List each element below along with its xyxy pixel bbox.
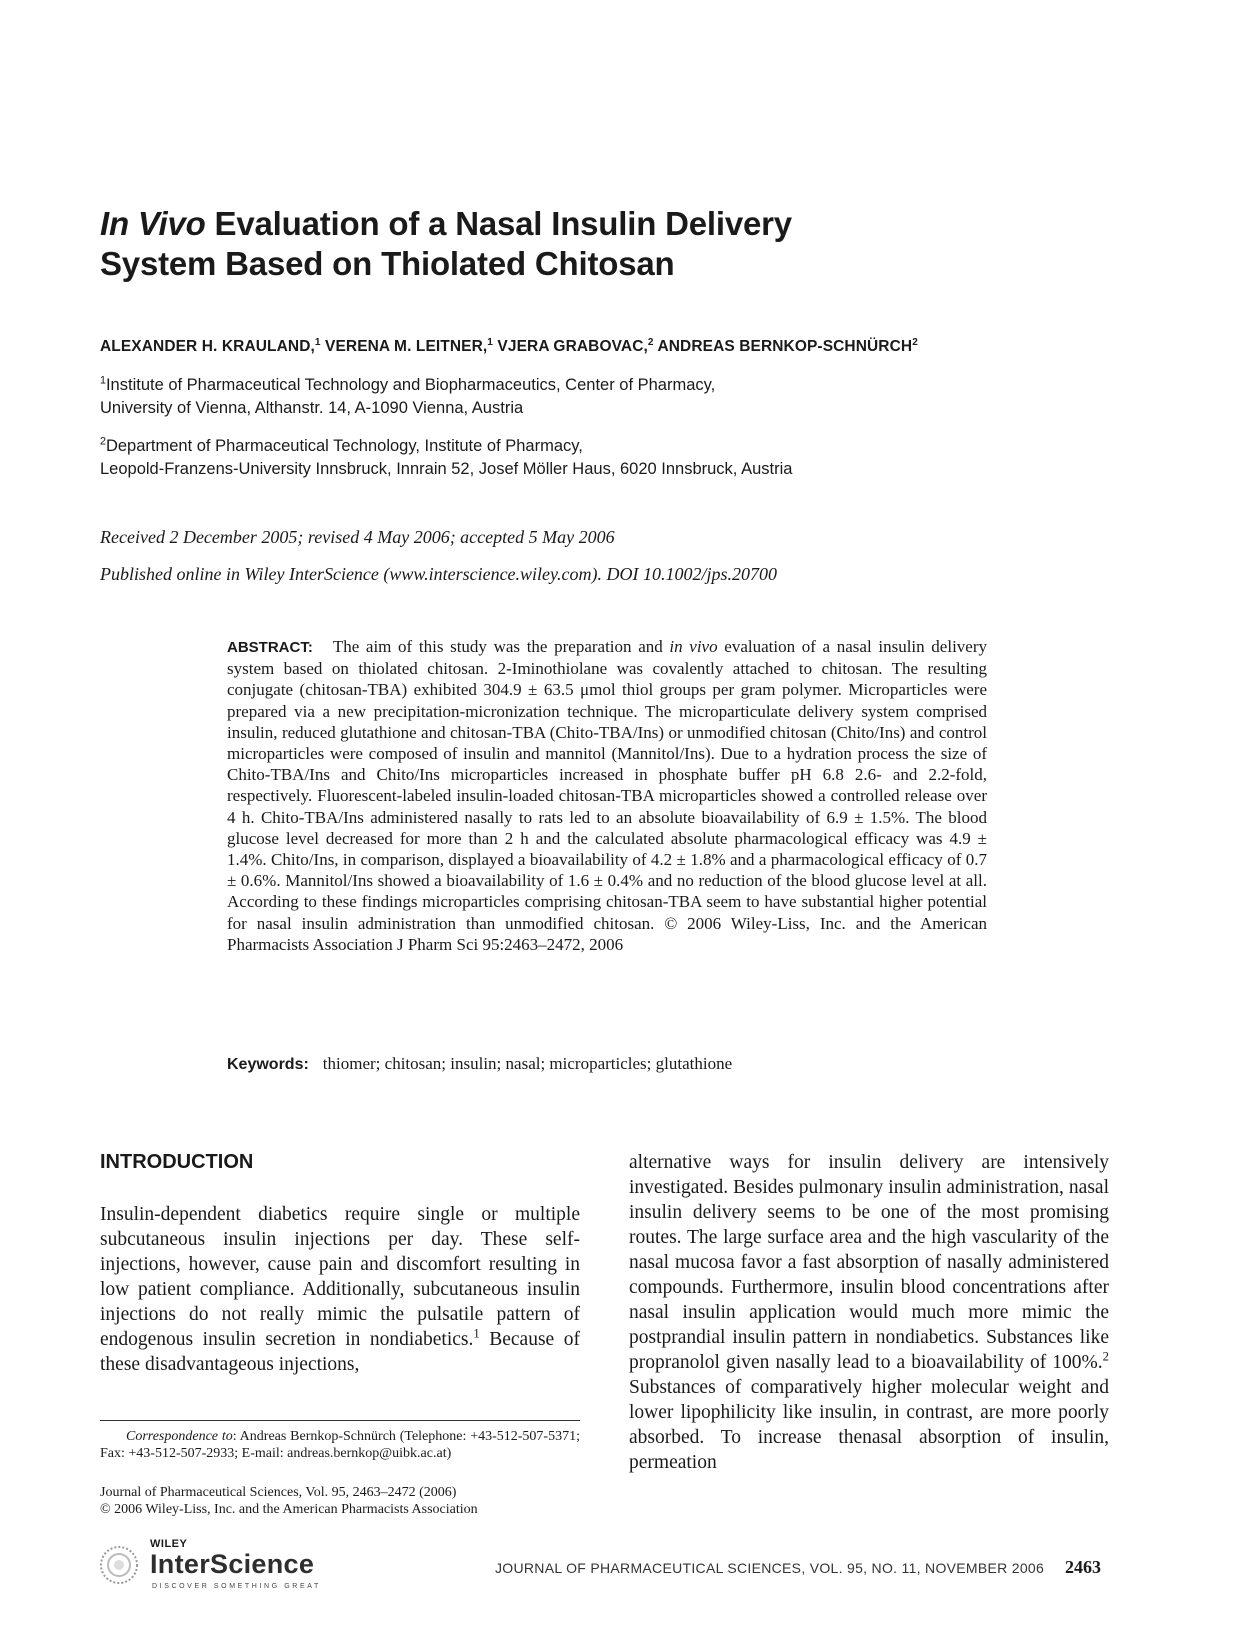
title-line2: System Based on Thiolated Chitosan — [100, 245, 675, 282]
section-heading: INTRODUCTION — [100, 1151, 254, 1173]
affiliation-2 — [100, 435, 1000, 481]
logo-tagline: DISCOVER SOMETHING GREAT — [152, 1583, 321, 1590]
correspondence-label: Correspondence to — [126, 1429, 233, 1444]
author-name: VERENA M. LEITNER, — [325, 338, 488, 355]
affiliation-1 — [100, 374, 1000, 420]
reference-mark: 1 — [473, 1326, 480, 1341]
author-affiliation-mark: 1 — [487, 336, 493, 348]
correspondence-note — [100, 1428, 580, 1462]
page-number: 2463 — [1065, 1557, 1101, 1577]
title-italic: In Vivo — [100, 205, 206, 242]
journal-citation: Journal of Pharmaceutical Sciences, Vol. 95, 2463–2472 (2006) — [100, 1485, 457, 1500]
intro-left-column — [100, 1202, 580, 1377]
author-affiliation-mark: 1 — [314, 336, 321, 348]
affiliation-line: Leopold-Franzens-University Innsbruck, Innrain 52, Josef Möller Haus, 6020 Innsbruck, Austria — [100, 460, 793, 478]
logo-interscience: InterScience — [150, 1549, 315, 1579]
abstract-italic: in vivo — [669, 637, 718, 656]
footnote-divider — [100, 1420, 580, 1421]
affiliation-line: Department of Pharmaceutical Technology, Institute of Pharmacy, — [105, 437, 583, 455]
intro-paragraph: Because of these disadvantageous injections, — [100, 1329, 580, 1375]
author-list — [100, 338, 1150, 356]
affiliation-line: University of Vienna, Althanstr. 14, A-1090 Vienna, Austria — [100, 399, 524, 417]
intro-paragraph: Substances of comparatively higher molecular weight and lower lipophilicity like insulin, in contrast, are more poorly absorbed. To increase thenasal absorption of insulin, permeation — [629, 1377, 1109, 1473]
affiliation-line: Institute of Pharmaceutical Technology and Biopharmaceutics, Center of Pharmacy, — [105, 376, 716, 394]
running-footer: JOURNAL OF PHARMACEUTICAL SCIENCES, VOL. 95, NO. 11, NOVEMBER 2006 — [495, 1560, 1045, 1576]
abstract-text: evaluation of a nasal insulin delivery system based on thiolated chitosan. 2-Iminothiolane was covalently attached to chitosan. The resulting conjugate (chitosan-TBA) exhibited 304.9 ± 63.5 μmol thiol groups per gram polymer. Microparticles were prepared via a new precipitation-micronization technique. The microparticulate delivery system comprised insulin, reduced glutathione and chitosan-TBA (Chito-TBA/Ins) or unmodified chitosan (Chito/Ins) and control microparticles were composed of insulin and mannitol (Mannitol/Ins). Due to a hydration process the size of Chito-TBA/Ins and Chito/Ins microparticles increased in phosphate buffer pH 6.8 2.6- and 2.2-fold, respectively. Fluorescent-labeled insulin-loaded chitosan-TBA microparticles showed a controlled release over 4 h. Chito-TBA/Ins administered nasally to rats led to an absolute bioavailability of 6.9 ± 1.5%. The blood glucose level decreased for more than 2 h and the calculated absolute pharmacological efficacy was 4.9 ± 1.4%. Chito/Ins, in comparison, displayed a bioavailability of 4.2 ± 1.8% and a pharmacological efficacy of 0.7 ± 0.6%. Mannitol/Ins showed a bioavailability of 1.6 ± 0.4% and no reduction of the blood glucose level at all. According to these findings microparticles comprising chitosan-TBA seem to have substantial higher potential for nasal insulin administration than unmodified chitosan. © 2006 Wiley-Liss, Inc. and the American Pharmacists Association J Pharm Sci 95:2463–2472, 2006 — [227, 637, 987, 954]
correspondence-text: : Andreas Bernkop-Schnürch (Telephone: +43-512-507-5371; Fax: +43-512-507-2933; E-mail: andreas.bernkop@uibk.ac.at) — [100, 1429, 580, 1461]
keywords-label: Keywords: — [227, 1056, 309, 1073]
author-name: ALEXANDER H. KRAULAND, — [100, 338, 315, 355]
keywords — [227, 1054, 1027, 1074]
abstract-text: The aim of this study was the preparation and — [332, 637, 670, 656]
author-affiliation-mark: 2 — [647, 336, 654, 348]
globe-icon — [98, 1544, 140, 1586]
author-affiliation-mark: 2 — [912, 336, 918, 348]
received-dates: Received 2 December 2005; revised 4 May 2006; accepted 5 May 2006 — [100, 527, 615, 547]
abstract-label: ABSTRACT: — [227, 639, 313, 656]
logo-wiley: WILEY — [150, 1538, 188, 1550]
wiley-interscience-logo — [98, 1538, 358, 1594]
intro-paragraph: Insulin-dependent diabetics require single or multiple subcutaneous insulin injections per day. These self-injections, however, cause pain and discomfort resulting in low patient compliance. Additionally, subcutaneous insulin injections do not really mimic the pulsatile pattern of endogenous insulin secretion in nondiabetics. — [100, 1204, 580, 1350]
author-name: ANDREAS BERNKOP-SCHNÜRCH — [657, 338, 913, 355]
affiliation-mark: 1 — [100, 374, 106, 387]
article-title — [100, 204, 1000, 284]
keywords-text: thiomer; chitosan; insulin; nasal; microparticles; glutathione — [322, 1054, 733, 1073]
intro-right-column — [629, 1150, 1109, 1475]
copyright-note: © 2006 Wiley-Liss, Inc. and the American Pharmacists Association — [100, 1502, 478, 1517]
published-online: Published online in Wiley InterScience (www.interscience.wiley.com). DOI 10.1002/jps.20700 — [100, 564, 778, 584]
title-rest: Evaluation of a Nasal Insulin Delivery — [205, 205, 792, 242]
abstract — [227, 636, 987, 955]
author-name: VJERA GRABOVAC, — [497, 338, 648, 355]
intro-paragraph: alternative ways for insulin delivery are intensively investigated. Besides pulmonary insulin administration, nasal insulin delivery seems to be one of the most promising routes. The large surface area and the high vascularity of the nasal mucosa favor a fast absorption of nasally administered compounds. Furthermore, insulin blood concentrations after nasal insulin application would much more mimic the postprandial insulin pattern in nondiabetics. Substances like propranolol given nasally lead to a bioavailability of 100%. — [629, 1152, 1109, 1373]
affiliation-mark: 2 — [100, 435, 106, 448]
reference-mark: 2 — [1102, 1349, 1109, 1364]
